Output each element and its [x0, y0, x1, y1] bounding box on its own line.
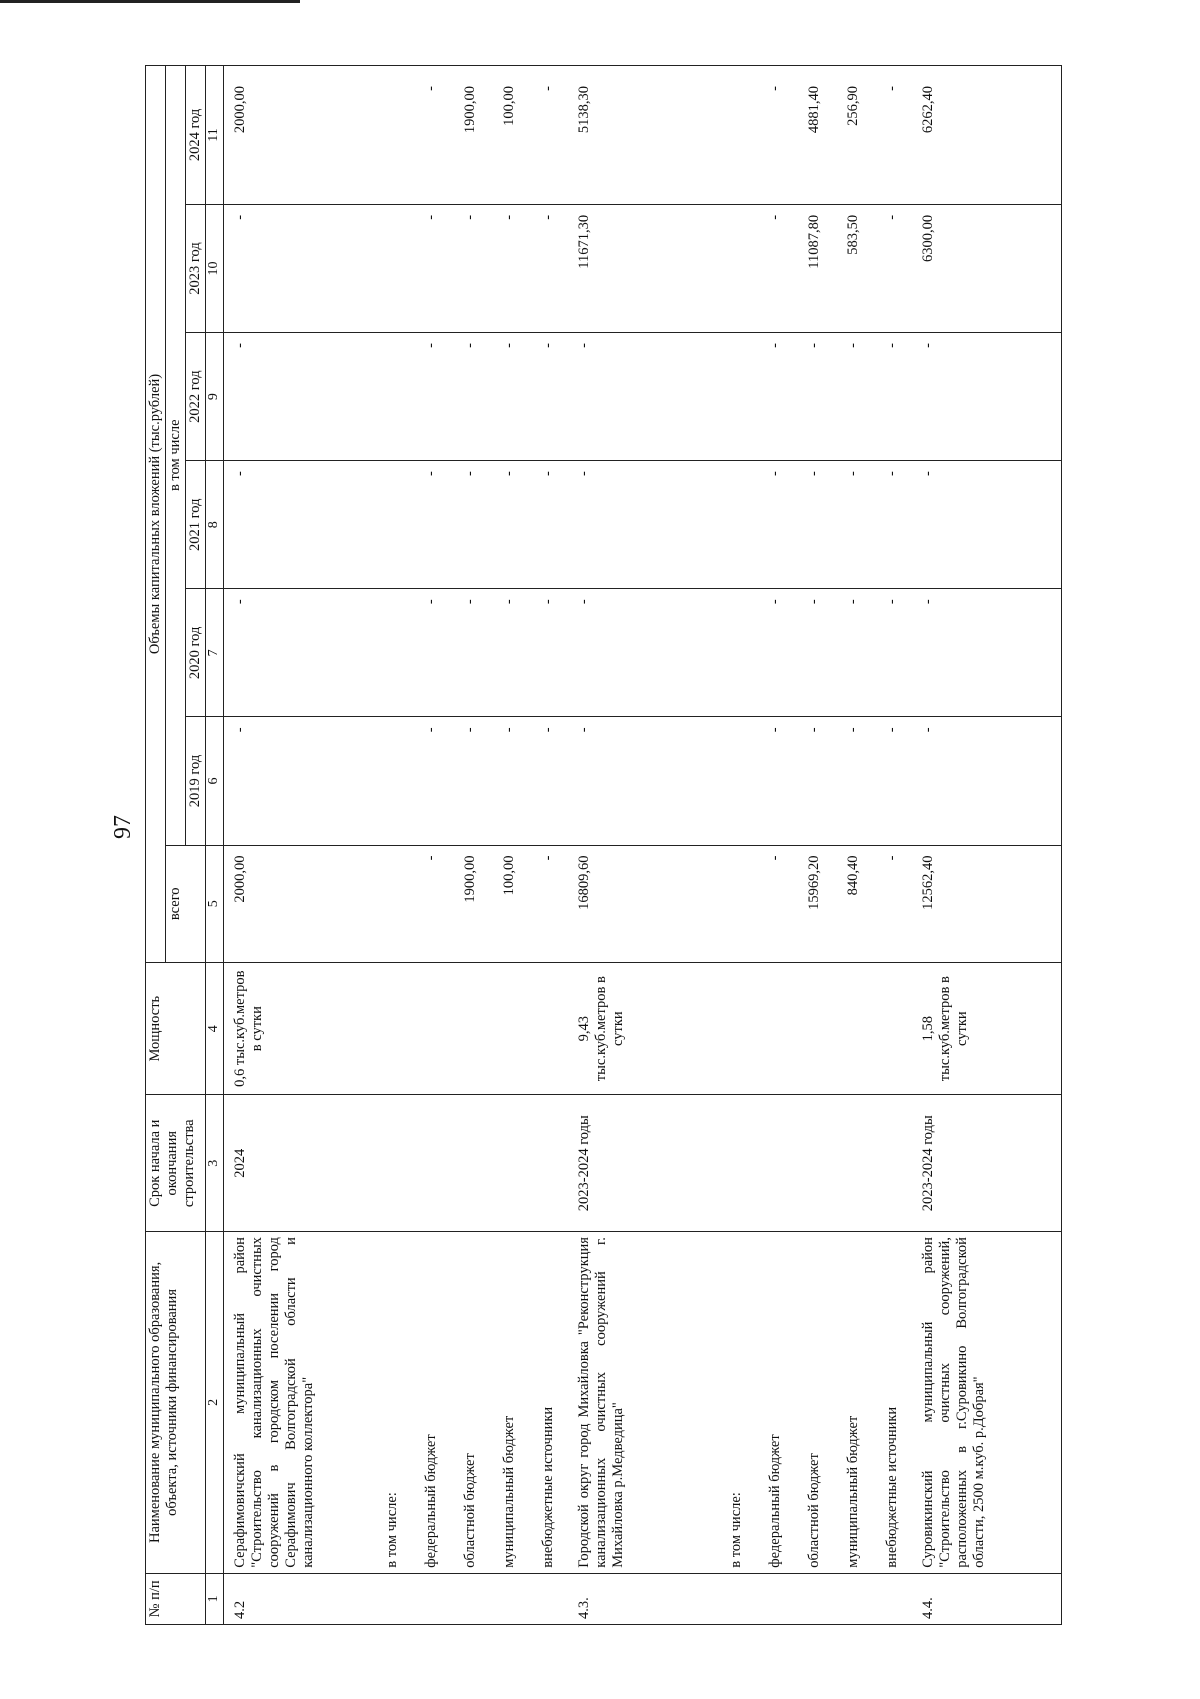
header-power: Мощность [146, 962, 206, 1094]
row-value-2022: - [529, 333, 568, 461]
row-power [529, 962, 568, 1094]
row-number [451, 1573, 490, 1624]
top-rule [0, 0, 300, 3]
row-name: муниципальный бюджет [490, 1232, 529, 1574]
row-value-2022: - [912, 333, 1062, 461]
row-value-2020: - [756, 589, 795, 717]
table-body [223, 66, 1061, 1625]
row-value-2024: 4881,40 [795, 66, 834, 205]
header-total: всего [166, 845, 206, 962]
row-value-2019: - [412, 717, 451, 845]
row-number [834, 1573, 873, 1624]
row-total [717, 845, 756, 962]
row-value-2024 [373, 66, 412, 205]
row-value-2019: - [873, 717, 912, 845]
page-number: 97 [110, 815, 136, 839]
row-value-2023: 583,50 [834, 204, 873, 332]
row-value-2024: 2000,00 [223, 66, 373, 205]
header-year-2020: 2020 год [186, 589, 206, 717]
row-value-2019: - [912, 717, 1062, 845]
col-number: 3 [206, 1095, 224, 1232]
row-value-2021: - [834, 461, 873, 589]
row-value-2021: - [451, 461, 490, 589]
row-power: 1,58 тыс.куб.метров в сутки [912, 962, 1062, 1094]
table-row [451, 66, 490, 1625]
row-term: 2024 [223, 1095, 373, 1232]
row-value-2019 [373, 717, 412, 845]
row-value-2022: - [568, 333, 717, 461]
row-term [412, 1095, 451, 1232]
row-value-2020: - [834, 589, 873, 717]
table-row [412, 66, 451, 1625]
header-year-2024: 2024 год [186, 66, 206, 205]
row-value-2022: - [795, 333, 834, 461]
row-value-2023 [717, 204, 756, 332]
row-name: Серафимовичский муниципальный район "Строительство канализационных очистных сооружений в городском поселении город Серафимович Волгоградской области и канализационного коллектора" [223, 1232, 373, 1574]
row-value-2021: - [223, 461, 373, 589]
row-value-2023: - [451, 204, 490, 332]
row-value-2021: - [568, 461, 717, 589]
table-row [717, 66, 756, 1625]
row-value-2020: - [873, 589, 912, 717]
header-name: Наименование муниципального образования, объекта, источники финансирования [146, 1232, 206, 1574]
column-number-row [206, 66, 224, 1625]
header-including: в том числе [166, 66, 186, 846]
row-term [373, 1095, 412, 1232]
row-value-2022: - [490, 333, 529, 461]
table-row [795, 66, 834, 1625]
row-value-2019: - [490, 717, 529, 845]
row-power [373, 962, 412, 1094]
row-power [834, 962, 873, 1094]
row-power [717, 962, 756, 1094]
rotated-document [145, 65, 1025, 1625]
row-value-2020: - [223, 589, 373, 717]
col-number: 5 [206, 845, 224, 962]
row-value-2024: 5138,30 [568, 66, 717, 205]
row-number [873, 1573, 912, 1624]
col-number: 9 [206, 333, 224, 461]
row-value-2021: - [873, 461, 912, 589]
row-value-2019: - [834, 717, 873, 845]
header-year-2021: 2021 год [186, 461, 206, 589]
header-year-2022: 2022 год [186, 333, 206, 461]
row-name: Суровикинский муниципальный район "Строительство очистных сооружений, расположенных в г.Суровикино Волгоградской области, 2500 м.куб. р.Добрая" [912, 1232, 1062, 1574]
row-value-2023: 11087,80 [795, 204, 834, 332]
row-value-2023: - [223, 204, 373, 332]
table-row [490, 66, 529, 1625]
col-number: 6 [206, 717, 224, 845]
row-total [373, 845, 412, 962]
row-term: 2023-2024 годы [912, 1095, 1062, 1232]
row-number [717, 1573, 756, 1624]
row-power: 9,43 тыс.куб.метров в сутки [568, 962, 717, 1094]
row-value-2019: - [756, 717, 795, 845]
row-term [834, 1095, 873, 1232]
row-value-2020: - [568, 589, 717, 717]
row-term: 2023-2024 годы [568, 1095, 717, 1232]
row-value-2024: 1900,00 [451, 66, 490, 205]
row-total: 16809,60 [568, 845, 717, 962]
col-number: 1 [206, 1573, 224, 1624]
row-value-2022: - [412, 333, 451, 461]
row-value-2023 [373, 204, 412, 332]
row-total: - [873, 845, 912, 962]
table-row [373, 66, 412, 1625]
row-value-2019: - [795, 717, 834, 845]
row-value-2024: - [873, 66, 912, 205]
row-value-2024: 100,00 [490, 66, 529, 205]
capital-investment-table [145, 65, 1062, 1625]
table-row [223, 66, 373, 1625]
row-number [490, 1573, 529, 1624]
row-term [490, 1095, 529, 1232]
row-number: 4.3. [568, 1573, 717, 1624]
row-value-2023: - [756, 204, 795, 332]
col-number: 4 [206, 962, 224, 1094]
header-year-2023: 2023 год [186, 204, 206, 332]
row-number [373, 1573, 412, 1624]
row-number [795, 1573, 834, 1624]
header-year-2019: 2019 год [186, 717, 206, 845]
row-value-2021 [373, 461, 412, 589]
row-name: муниципальный бюджет [834, 1232, 873, 1574]
row-name: областной бюджет [451, 1232, 490, 1574]
row-value-2021: - [490, 461, 529, 589]
row-value-2019 [717, 717, 756, 845]
row-total: - [412, 845, 451, 962]
table-row [834, 66, 873, 1625]
table-header [146, 66, 224, 1625]
row-value-2020: - [912, 589, 1062, 717]
row-power [756, 962, 795, 1094]
table-row [529, 66, 568, 1625]
row-value-2021: - [912, 461, 1062, 589]
row-value-2021: - [756, 461, 795, 589]
row-total: 1900,00 [451, 845, 490, 962]
row-total: - [529, 845, 568, 962]
row-value-2022: - [756, 333, 795, 461]
header-term: Срок начала и окончания строительства [146, 1095, 206, 1232]
row-value-2021: - [529, 461, 568, 589]
row-name: федеральный бюджет [756, 1232, 795, 1574]
row-value-2020: - [795, 589, 834, 717]
row-value-2023: - [529, 204, 568, 332]
row-number: 4.2 [223, 1573, 373, 1624]
row-value-2019: - [223, 717, 373, 845]
table-row [912, 66, 1062, 1625]
row-total: 840,40 [834, 845, 873, 962]
row-value-2024: 256,90 [834, 66, 873, 205]
row-value-2022: - [873, 333, 912, 461]
row-name: Городской округ город Михайловка "Реконструкция канализационных очистных сооружений г. Михайловка р.Медведица" [568, 1232, 717, 1574]
row-value-2022: - [834, 333, 873, 461]
row-name: внебюджетные источники [873, 1232, 912, 1574]
table-row [568, 66, 717, 1625]
col-number: 10 [206, 204, 224, 332]
table-row [756, 66, 795, 1625]
row-term [795, 1095, 834, 1232]
row-number [756, 1573, 795, 1624]
row-total: 2000,00 [223, 845, 373, 962]
row-value-2021: - [795, 461, 834, 589]
row-power [451, 962, 490, 1094]
row-value-2023: - [412, 204, 451, 332]
row-total: 12562,40 [912, 845, 1062, 962]
row-term [451, 1095, 490, 1232]
row-value-2022: - [451, 333, 490, 461]
row-value-2019: - [529, 717, 568, 845]
row-total: - [756, 845, 795, 962]
row-value-2022 [717, 333, 756, 461]
row-value-2023: 11671,30 [568, 204, 717, 332]
row-number: 4.4. [912, 1573, 1062, 1624]
row-name: областной бюджет [795, 1232, 834, 1574]
row-value-2019: - [451, 717, 490, 845]
row-value-2021: - [412, 461, 451, 589]
row-power [795, 962, 834, 1094]
row-value-2022: - [223, 333, 373, 461]
row-value-2024: 6262,40 [912, 66, 1062, 205]
row-value-2022 [373, 333, 412, 461]
row-value-2024 [717, 66, 756, 205]
row-value-2020: - [529, 589, 568, 717]
row-number [529, 1573, 568, 1624]
row-value-2023: - [490, 204, 529, 332]
row-total: 100,00 [490, 845, 529, 962]
row-name: внебюджетные источники [529, 1232, 568, 1574]
row-value-2020: - [451, 589, 490, 717]
row-value-2020 [373, 589, 412, 717]
row-term [529, 1095, 568, 1232]
row-value-2024: - [756, 66, 795, 205]
row-value-2024: - [412, 66, 451, 205]
row-power: 0,6 тыс.куб.метров в сутки [223, 962, 373, 1094]
col-number: 2 [206, 1232, 224, 1574]
row-power [873, 962, 912, 1094]
row-name: федеральный бюджет [412, 1232, 451, 1574]
row-name: в том числе: [373, 1232, 412, 1574]
row-term [756, 1095, 795, 1232]
header-volumes: Объемы капитальных вложений (тыс.рублей) [146, 66, 166, 963]
row-value-2019: - [568, 717, 717, 845]
col-number: 7 [206, 589, 224, 717]
col-number: 11 [206, 66, 224, 205]
row-term [717, 1095, 756, 1232]
row-value-2020: - [412, 589, 451, 717]
table-row [873, 66, 912, 1625]
row-value-2020 [717, 589, 756, 717]
row-term [873, 1095, 912, 1232]
row-name: в том числе: [717, 1232, 756, 1574]
row-value-2023: - [873, 204, 912, 332]
row-power [412, 962, 451, 1094]
row-value-2021 [717, 461, 756, 589]
row-value-2020: - [490, 589, 529, 717]
row-value-2024: - [529, 66, 568, 205]
row-value-2023: 6300,00 [912, 204, 1062, 332]
row-number [412, 1573, 451, 1624]
col-number: 8 [206, 461, 224, 589]
header-no: № п/п [146, 1573, 206, 1624]
row-power [490, 962, 529, 1094]
row-total: 15969,20 [795, 845, 834, 962]
